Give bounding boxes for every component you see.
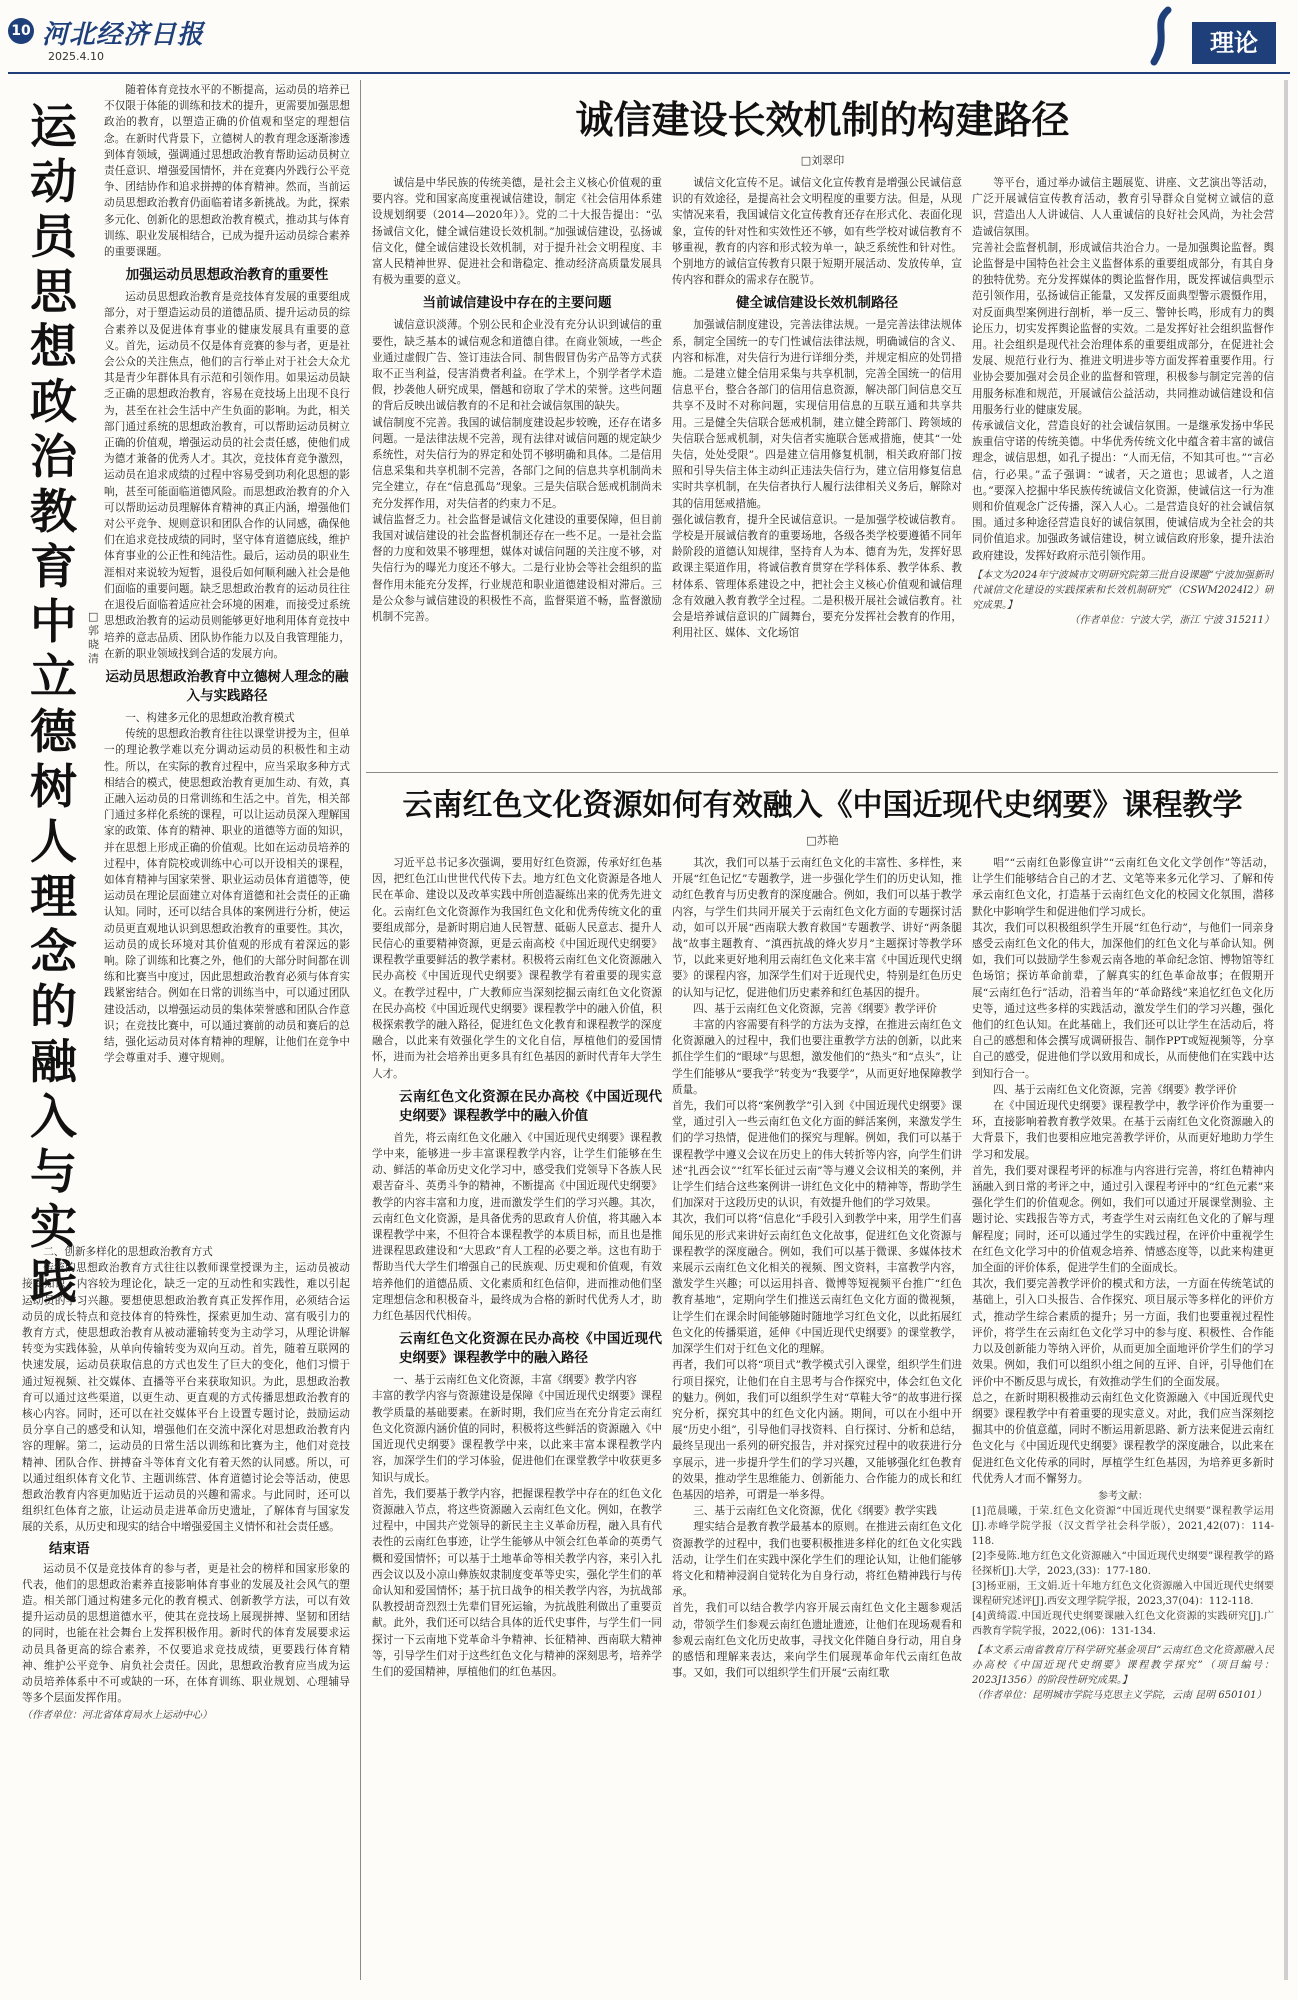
- right-crop-bar: [1284, 80, 1288, 1980]
- article3-body-2a: 其次，我们可以基于云南红色文化的丰富性、多样性，来开展“红色记忆”专题教学，进一步强化学生们的历史认知，推动红色教育与历史教育的深度融合。例如，我们可以基于教学内容，与学生们共同开展关于云南红色文化方面的专题探讨活动，如可以开展“西南联大教育救国”专题教学、讲好“两条腿战”故事主题教育、“滇西抗战的烽火岁月”主题探讨等教学环节，以此来更好地利用云南红色文化来丰富《中国近现代史纲要》的课程内容，加深学生们对于近现代史，特别是红色历史的认知与记忆，促进他们历史素养和红色基因的提升。: [672, 857, 962, 999]
- article3-body-1b: 首先，将云南红色文化融入《中国近现代史纲要》课程教学中来，能够进一步丰富课程教学内容，让学生们能够在生动、鲜活的革命历史文化学习中，感受我们党领导下各族人民艰苦奋斗、英勇斗争的精神，不断提高《中国近现代史纲要》教学的内容丰富和力度，进而激发学生们的学习兴趣。其次，云南红色文化资源，是具备优秀的思政育人价值，将其融入本课程教学中来，不但符合本课程教学的本质目标，而且也是推进课程思政建设和“大思政”育人工程的必要之举。这也有助于帮助当代大学生们增强自己的民族观、历史观和价值观，有效培养他们的道德品质、文化素质和红色信仰，进而推动他们坚定理想信念和积极奋斗，最终成为合格的新时代优秀人才，助力红色基因代代相传。: [372, 1131, 662, 1323]
- article3-body-2c: 理实结合是教育教学最基本的原则。在推进云南红色文化资源教学的过程中，我们也要积极推进多样化的红色文化实践活动，让学生们在实践中深化学生们的理论认知，让他们能够将文化和精神浸润自觉转化为自身行动，将红色精神践行与传承。 首先，我们可以结合教学内容开展云南红色文化主题参观活动，带领学生们参观云南红色遗址遗迹，让他们在现场观看和参观云南红色文化历史故事，寻找文化伴随自身行动，用自身的感悟和理解来表达，来向学生们展现革命年代云南红色故事。又如，我们可以组织学生们开展“云南红歌: [672, 1521, 962, 1680]
- article1-intro: 随着体育竞技水平的不断提高，运动员的培养已不仅限于体能的训练和技术的提升，更需要加强思想政治的教育，以塑造正确的价值观和坚定的理想信念。在新时代背景下，立德树人的教育理念逐渐渗透到体育领域，强调通过思想政治教育帮助运动员树立责任意识、增强爱国情怀，并在竞赛内外践行公平竞争、团结协作和追求拼搏的体育精神。然而，当前运动员思想政治教育仍面临着诸多新挑战。为此，探索多元化、创新化的思想政治教育模式，推动其与体育训练、职业发展相结合，已成为提升运动员综合素养的重要课题。: [104, 84, 350, 259]
- article3-reference-3: [3]杨亚丽，王文娟.近十年地方红色文化资源融入中国近现代史纲要课程研究述评[J].西安文理学院学报，2023,37(04)：112-118.: [972, 1580, 1274, 1607]
- article3-body-3b: 在《中国近现代史纲要》课程教学中，教学评价作为重要一环，直接影响着教育教学效果。在基于云南红色文化资源融入的大背景下，我们也要相应地完善教学评价，从而更好地助力学生学习和发展。 首先，我们要对课程考评的标准与内容进行完善，将红色精神内涵融入到日常的考评之中，通过引入课程考评中的“红色元素”来强化学生们的价值观念。例如，我们可以通过开展课堂测验、主题讨论、实践报告等方式，考查学生对云南红色文化的了解与理解程度；同时，还可以通过学生的实践过程，在评价中重视学生在红色文化学习中的价值观念培养、情感态度等，以此来构建更加全面的评价体系，促进学生们的全面成长。 其次，我们要完善教学评价的模式和方法，一方面在传统笔试的基础上，引入口头报告、合作探究、项目展示等多样化的评价方式，推动学生综合素质的提升；另一方面，我们也要重视过程性评价，将学生在云南红色文化学习中的参与度、积极性、合作能力以及创新能力等纳入评价，从而更加全面地评价学生们的学习效果。例如，我们可以组织小组之间的互评、自评，引导他们在评价中不断反思与成长，有效推动学生们的全面发展。 总之，在新时期积极推动云南红色文化资源融入《中国近现代史纲要》课程教学中有着重要的现实意义。对此，我们应当深刻挖掘其中的价值意蕴，同时不断运用新思路、新方法来促进云南红色文化与《中国近现代史纲要》课程教学的深度融合，以此来在促进红色文化传承的同时，厚植学生红色基因，为培养更多新时代优秀人才而不懈努力。: [972, 1100, 1274, 1485]
- article3-reference-4: [4]黄绮霞.中国近现代史纲要课融入红色文化资源的实践研究[J].广西教育学院学报，2022,(06)：131-134.: [972, 1610, 1274, 1637]
- article3-reference-2: [2]李曼陈.地方红色文化资源融入“中国近现代史纲要”课程教学的路径探析[J].大学，2023,(33)：177-180.: [972, 1550, 1274, 1577]
- article3-body-1a: 习近平总书记多次强调，要用好红色资源，传承好红色基因，把红色江山世世代代传下去。地方红色文化资源是各地人民在革命、建设以及改革实践中所创造凝练出来的优秀先进文化。云南红色文化资源作为我国红色文化和优秀传统文化的重要组成部分，是新时期启迪人民智慧、砥砺人民意志、提升人民信心的重要精神资源，更是云南高校《中国近现代史纲要》课程教学重要鲜活的教学素材。积极将云南红色文化资源融入民办高校《中国近现代史纲要》课程教学有着重要的现实意义。在教学过程中，广大教师应当深刻挖掘云南红色文化资源在民办高校《中国近现代史纲要》课程教学中的融入价值，积极探索教学的融入路径，促进红色文化教育和课程教学的深度融合，以此来有效强化学生的文化自信，厚植他们的爱国情怀，进而为社会培养出更多具有红色基因的新时代青年大学生人才。: [372, 857, 662, 1080]
- article2-byline: □刘翠印: [800, 154, 845, 167]
- article1-affiliation: （作者单位：河北省体育局水上运动中心）: [22, 1710, 212, 1722]
- article3-subheading-2: 三、基于云南红色文化资源，优化《纲要》教学实践: [693, 1505, 937, 1518]
- masthead-rule: [8, 72, 1290, 74]
- article2-col3: [972, 175, 1274, 765]
- section-tab: 理论: [1192, 22, 1276, 64]
- article3-fund-note: 【本文系云南省教育厅科学研究基金项目“云南红色文化资源融入民办高校《中国近现代史纲要》课程教学探究”（项目编号：2023J1356）的阶段性研究成果。】: [972, 1644, 1274, 1686]
- article1-top-text: [104, 82, 350, 1066]
- article3-reference-1: [1]范晨曦，于荣.红色文化资源“中国近现代史纲要”课程教学运用[J].赤峰学院学报（汉文哲学社会科学版），2021,42(07)：114-118.: [972, 1505, 1274, 1547]
- brush-stroke-decoration: [1140, 6, 1180, 66]
- article1-body-1: 运动员思想政治教育是竞技体育发展的重要组成部分，对于塑造运动员的道德品质、提升运动员的综合素养以及促进体育事业的健康发展具有重要的意义。首先，运动员不仅是体育竞赛的参与者，更是社会公众的关注焦点，他们的言行举止对于社会大众尤其是青少年群体具有示范和引领作用。如果运动员缺乏正确的思想政治教育，容易在竞技场上出现不良行为，甚至在社会生活中产生负面的影响。为此，相关部门通过系统的思想政治教育，可以帮助运动员树立正确的价值观，增强运动员的社会责任感，使他们成为德才兼备的优秀人才。其次，竞技体育竞争激烈，运动员在追求成绩的过程中容易受到功利化思想的影响，甚至可能面临道德风险。而思想政治教育的介入可以帮助运动员理解体育精神的真正内涵，增强他们对公平竞争、规则意识和团队合作的认同感，确保他们在追求竞技成绩的同时，坚守体育道德底线，维护体育事业的公正性和纯洁性。最后，运动员的职业生涯相对来说较为短暂，退役后如何顺利融入社会是他们面临的重要问题。缺乏思想政治教育的运动员往往在退役后面临着适应社会环境的困难，而接受过系统思想政治教育的运动员则能够更好地利用体育竞技中培养的意志品质、团队协作能力以及自我管理能力，在新的职业领域找到合适的发展方向。: [104, 291, 350, 660]
- article2-body-3: 等平台，通过举办诚信主题展览、讲座、文艺演出等活动，广泛开展诚信宣传教育活动，教育引导群众自觉树立诚信的意识，营造出人人讲诚信、人人重诚信的良好社会风尚，为社会营造诚信氛围。 完善社会监督机制，形成诚信共治合力。一是加强舆论监督。舆论监督是中国特色社会主义监督体系的重要组成部分，有其自身的独特优势。充分发挥媒体的舆论监督作用，既发挥诚信典型示范引领作用，弘扬诚信正能量，又发挥反面典型警示震慑作用，对反面典型案例进行剖析，举一反三、警钟长鸣，形成有力的舆论压力，切实发挥舆论监督的实效。二是发挥好社会组织监督作用。社会组织是现代社会治理体系的重要组成部分，在促进社会发展、规范行业行为、推进文明进步等方面发挥着重要作用。行业协会要加强对会员企业的监督和管理，积极参与制定完善的信用服务标准和规范，开展诚信公益活动，共同推动诚信建设和信用服务行业的健康发展。 传承诚信文化，营造良好的社会诚信氛围。一是继承发扬中华民族重信守诺的传统美德。中华优秀传统文化中蕴含着丰富的诚信理念，诚信思想，如孔子提出：“人而无信，不知其可也。”“言必信，行必果。”孟子强调：“诚者，天之道也；思诚者，人之道也。”要深入挖掘中华民族传统诚信文化资源，使诚信这一行为准则和价值观念广泛传播，深入人心。二是营造良好的社会诚信氛围。通过多种途径营造良好的诚信氛围，使诚信成为全社会的共同价值追求。加强政务诚信建设，树立诚信政府形象，提升法治政府建设，发挥好政府示范引领作用。: [972, 177, 1274, 562]
- article3-subheading-3: 四、基于云南红色文化资源，完善《纲要》教学评价: [993, 1083, 1237, 1096]
- article1-byline: □郭晓清: [88, 610, 99, 665]
- article3-body-1c: 一、基于云南红色文化资源，丰富《纲要》教学内容 丰富的教学内容与资源建设是保障《中国近现代史纲要》课程教学质量的基础要素。在新时期，我们应当在充分肯定云南红色文化资源内涵价值的同时，积极将这些鲜活的资源融入《中国近现代史纲要》课程教学中来，以此来丰富本课程教学内容，加深学生们的学习体验，促进他们在课堂教学中收获更多知识与成长。 首先，我们要基于教学内容，把握课程教学中存在的红色文化资源融入节点，将这些资源融入云南红色文化。例如，在教学过程中，中国共产党领导的新民主主义革命历程，融入具有代表性的云南红色事迹，让学生能够从中领会红色革命的英勇气概和爱国情怀；可以基于土地革命等相关教学内容，来引入扎西会议以及小凉山彝族奴隶制度变革等史实，强化学生们的革命认知和爱国情怀；基于抗日战争的相关教学内容，为抗战部队教授胡奇烈烈士先辈们冒死运输，为抗战胜利做出了重要贡献。此外，我们还可以结合具体的近代史事件，与学生们一同探讨一下云南地下党革命斗争精神、长征精神、西南联大精神等，引导学生们对于这些红色文化与精神的深刻思考，培养学生们的爱国精神，厚植他们的红色基因。: [372, 1374, 662, 1678]
- article1-heading-3: 结束语: [49, 1540, 90, 1557]
- article3-heading-2: 云南红色文化资源在民办高校《中国近现代史纲要》课程教学中的融入路径: [399, 1331, 662, 1367]
- article2-affiliation: （作者单位：宁波大学，浙江 宁波 315211）: [1069, 614, 1274, 626]
- article2-body-2b: 加强诚信制度建设，完善法律法规。一是完善法律法规体系，制定全国统一的专门性诚信法律法规，明确诚信的含义、内容和标准，对失信行为进行详细分类，并规定相应的处罚措施。二是建立健全信用采集与共享机制，完善全国统一的信用信息平台，整合各部门的信用信息资源，解决部门间信息交互共享不及时不对称问题，实现信用信息的互联互通和共享共用。三是健全失信联合惩戒机制，建立健全跨部门、跨领域的失信联合惩戒机制，对失信者实施联合惩戒措施，使其“一处失信，处处受限”。四是建立信用修复机制，相关政府部门按照和引导失信主体主动纠正违法失信行为，建立信用修复信息实时共享机制，在失信者执行人履行法律相关义务后，解除对其的信用惩戒措施。 强化诚信教育，提升全民诚信意识。一是加强学校诚信教育。学校是开展诚信教育的重要场地，各级各类学校要遵循不同年龄阶段的道德认知规律，坚持育人为本、德育为先，发挥好思政课主渠道作用，将诚信教育贯穿在学科体系、教学体系、教材体系、管理体系建设之中，把社会主义核心价值观和诚信理念有效融入教育教学全过程。二是积极开展社会诚信教育。社会是培养诚信意识的广阔舞台，要充分发挥社会教育的作用，利用社区、媒体、文化场馆: [672, 319, 962, 640]
- article2-col2: [672, 175, 962, 765]
- article3-heading-1: 云南红色文化资源在民办高校《中国近现代史纲要》课程教学中的融入价值: [399, 1088, 662, 1124]
- horizontal-divider: [366, 772, 1278, 773]
- article1-heading-2: 运动员思想政治教育中立德树人理念的融入与实践路径: [105, 668, 349, 704]
- article3-references-title: 参考文献：: [1098, 1490, 1148, 1502]
- article2-intro: 诚信是中华民族的传统美德，是社会主义核心价值观的重要内容。党和国家高度重视诚信建设，制定《社会信用体系建设规划纲要（2014—2020年）》。党的二十大报告提出：“弘扬诚信文化，健全诚信建设长效机制。”加强诚信建设，弘扬诚信文化，健全诚信建设长效机制，对于提升社会文明程度、丰富人民精神世界、促进社会和谐稳定、推动经济高质量发展具有极为重要的意义。: [372, 177, 662, 287]
- article3-affiliation: （作者单位：昆明城市学院马克思主义学院，云南 昆明 650101）: [972, 1689, 1267, 1701]
- vertical-divider: [360, 80, 361, 1980]
- article1-title: 运动员思想政治教育中立德树人理念的融入与实践: [30, 100, 77, 1310]
- article1-body-3: 传统的思想政治教育方式往往以教师课堂授课为主，运动员被动接受知识，内容较为理论化，缺乏一定的互动性和实践性，难以引起运动员的学习兴趣。要想使思想政治教育真正发挥作用，必须结合运动员的成长特点和竞技体育的特殊性，探索更加生动、富有吸引力的教育方式，使思想政治教育从被动灌输转变为主动学习，从理论讲解转变为实践体验，从单向传输转变为双向互动。首先，随着互联网的快速发展，运动员获取信息的方式也发生了巨大的变化，他们习惯于通过短视频、社交媒体、直播等平台来获取知识。为此，思想政治教育可以通过这些渠道，以更生动、更直观的方式传播思想政治教育的核心内容。同时，还可以在社交媒体平台上设置专题讨论，鼓励运动员分享自己的感受和认知，增强他们在交流中深化对思想政治教育内容的理解。第二，运动员的日常生活以训练和比赛为主，他们对竞技精神、团队合作、拼搏奋斗等体育文化有着天然的认同感。所以，可以通过组织体育文化节、主题训练营、体育道德讨论会等活动，使思想政治教育内容更加贴近于运动员的兴趣和需求。与此同时，还可以组织红色体育之旅，让运动员走进革命历史遗址，了解体育与国家发展的关系，从历史和现实的结合中增强爱国主义情怀和社会责任感。: [22, 1262, 350, 1534]
- article2-col1: [372, 175, 662, 765]
- article3-byline: □苏艳: [806, 834, 839, 847]
- issue-date: 2025.4.10: [48, 50, 104, 63]
- article3-body-3a: 唱”“云南红色影像宣讲”“云南红色文化文学创作”等活动，让学生们能够结合自己的才艺、文笔等来多元化学习、了解和传承云南红色文化，打造基于云南红色文化的校园文化氛围，潜移默化中影响学生和促进他们学习成长。 其次，我们可以积极组织学生开展“红色行动”，与他们一同亲身感受云南红色文化的伟大，加深他们的红色文化与革命认知。例如，我们可以鼓励学生参观云南各地的革命纪念馆、博物馆等红色场馆；探访革命前辈，了解真实的红色革命故事；在假期开展“云南红色行”活动，沿着当年的“革命路线”来追忆红色文化历史等，通过这些多样的实践活动，激发学生们的学习兴趣，强化他们的红色认知。在此基础上，我们还可以让学生在活动后，将自己的感想和体会撰写成调研报告、制作PPT或短视频等，分享自己的感受，促进他们学以致用和成长，从而使他们在实践中达到知行合一。: [972, 857, 1274, 1080]
- article3-subheading-1: 四、基于云南红色文化资源，完善《纲要》教学评价: [693, 1002, 937, 1015]
- article2-fund-note: 【本文为2024年宁波城市文明研究院第三批自设课题“宁波加强新时代诚信文化建设的实践探索和长效机制研究”（CSWM2024I2）研究成果。】: [972, 569, 1274, 611]
- page-number-badge: 10: [8, 18, 34, 44]
- article2-heading-2: 健全诚信建设长效机制路径: [736, 295, 898, 312]
- article1-body-4: 运动员不仅是竞技体育的参与者，更是社会的榜样和国家形象的代表，他们的思想政治素养直接影响体育事业的发展及社会风气的塑造。相关部门通过构建多元化的教育模式、创新教学方法，可以有效提升运动员的思想道德水平，使其在竞技场上展现拼搏、坚韧和团结的同时，也能在社会舞台上发挥积极作用。新时代的体育发展要求运动员具备更高的综合素养，不仅要追求竞技成绩，更要践行体育精神、维护公平竞争、肩负社会责任。因此，思想政治教育应当成为运动员培养体系中不可或缺的一环，在体育训练、职业规划、心理辅导等多个层面发挥作用。: [22, 1562, 350, 1705]
- article3-body-2b: 丰富的内容需要有科学的方法为支撑，在推进云南红色文化资源融入的过程中，我们也要注重教学方法的创新，以此来抓住学生们的“眼球”与思想，激发他们的“热头”和“点头”，让学生们能够从“要我学”转变为“我要学”，从而更好地保障教学质量。 首先，我们可以将“案例教学”引入到《中国近现代史纲要》课堂，通过引入一些云南红色文化方面的鲜活案例，来激发学生们的学习热情，促进他们的探究与理解。例如，我们可以基于课程教学中遵义会议在历史上的伟大转折等内容，向学生们讲述“扎西会议”“红军长征过云南”等与遵义会议相关的案例，并让学生们结合这些案例讲一讲红色文化中的精神等，帮助学生们加深对于这段历史的认识，有效提升他们的学习效果。 其次，我们可以将“信息化”手段引入到教学中来，用学生们喜闻乐见的形式来讲好云南红色文化故事，促进红色文化资源与课程教学的深度融合。例如，我们可以基于微课、多媒体技术来展示云南红色文化相关的视频、图文资料，丰富教学内容，激发学生兴趣；可以运用抖音、微博等短视频平台推广“红色教育基地”，定期向学生们推送云南红色文化方面的微视频，让学生们在课余时间能够随时随地学习红色文化，以此拓展红色文化的传播渠道，延伸《中国近现代史纲要》的课堂教学，加深学生们对于红色文化的理解。 再者，我们可以将“项目式”教学模式引入课堂，组织学生们进行项目探究，让他们在自主思考与合作探究中，体会红色文化的魅力。例如，我们可以组织学生对“草鞋大爷”的故事进行探究分析，探究其中的红色文化内涵。期间，可以在小组中开展“历史小组”，引导他们寻找资料、自行探讨、分析和总结，最终呈现出一系列的研究报告，并对探究过程中的收获进行分享展示，进一步提升学生们的学习兴趣，又能够强化红色教育的效果，推动学生思维能力、创新能力、合作能力的成长和红色基因的培养，可谓是一举多得。: [672, 1019, 962, 1501]
- article2-title: 诚信建设长效机制的构建路径: [575, 98, 1070, 142]
- article3-col3: [972, 855, 1274, 1980]
- article1-subheading-2: 二、创新多样化的思想政治教育方式: [43, 1246, 213, 1258]
- article1-heading-1: 加强运动员思想政治教育的重要性: [125, 267, 329, 284]
- article2-heading-1: 当前诚信建设中存在的主要问题: [422, 295, 612, 312]
- article1-bottom-text: [22, 1244, 350, 1723]
- paper-name: 河北经济日报: [42, 20, 205, 50]
- article1-body-2: 传统的思想政治教育往往以课堂讲授为主，但单一的理论教学难以充分调动运动员的积极性和主动性。所以，在实际的教育过程中，应当采取多种方式相结合的模式，使思想政治教育更加生动、有效，真正融入运动员的日常训练和生活之中。首先，相关部门通过多样化系统的课程，可以让运动员深入理解国家的政策、体育的精神、职业的道德等方面的知识，并在思想上形成正确的价值观。比如在运动员培养的过程中，体育院校或训练中心可以开设相关的课程，如体育精神与国家荣誉、职业运动员体育道德等，使运动员在理论层面建立对体育道德和社会责任的正确认知。同时，还可以结合具体的案例进行分析，使运动员更直观地认识到思想政治教育的重要性。其次，运动员的成长环境对其价值观的形成有着深远的影响。除了训练和比赛之外，他们的大部分时间都在训练和比赛当中度过，因此思想政治教育必须与体育实践紧密结合。例如在日常的训练当中，可以通过团队建设活动，以增强运动员的集体荣誉感和团队合作意识；在竞技比赛中，可以通过赛前的动员和赛后的总结，强化运动员对体育精神的理解，让他们在竞争中学会尊重对手、遵守规则。: [104, 728, 350, 1065]
- article3-title: 云南红色文化资源如何有效融入《中国近现代史纲要》课程教学: [402, 788, 1243, 823]
- article3-col1: [372, 855, 662, 1980]
- article2-body-1: 诚信意识淡薄。个别公民和企业没有充分认识到诚信的重要性，缺乏基本的诚信观念和道德自律。在商业领域，一些企业通过虚假广告、签订违法合同、制售假冒伪劣产品等方式获取不正当利益，侵害消费者利益。在学术上，个别学者学术造假，抄袭他人研究成果，僭越和窃取了学术的荣誉。这些问题的背后反映出诚信教育的不足和社会诚信氛围的缺失。 诚信制度不完善。我国的诚信制度建设起步较晚，还存在诸多问题。一是法律法规不完善，现有法律对诚信问题的规定缺少系统性，对失信行为的界定和处罚不够明确和具体。二是信用信息采集和共享机制不完善，各部门之间的信息共享机制尚未完全建立，存在“信息孤岛”现象。三是失信联合惩戒机制尚未充分发挥作用，对失信者的约束力不足。 诚信监督乏力。社会监督是诚信文化建设的重要保障，但目前我国对诚信建设的社会监督机制还存在一些不足。一是社会监督的力度和效果不够理想，媒体对诚信问题的关注度不够，对失信行为的曝光力度还不够大。二是行业协会等社会组织的监督作用未能充分发挥，行业规范和职业道德建设相对滞后。三是公众参与诚信建设的积极性不高，监督渠道不畅，监督激励机制不完善。: [372, 319, 662, 624]
- article2-body-2a: 诚信文化宣传不足。诚信文化宣传教育是增强公民诚信意识的有效途径，是提高社会文明程度的重要方法。但是，从现实情况来看，我国诚信文化宣传教育还存在形式化、表面化现象，宣传的针对性和实效性还不够，如有些学校对诚信教育不够重视，教育的内容和形式较为单一，缺乏系统性和针对性。个别地方的诚信宣传教育只限于短期开展活动、发放传单，宣传内容和群众的需求存在脱节。: [672, 177, 962, 287]
- article1-subheading-1: 一、构建多元化的思想政治教育模式: [125, 711, 295, 724]
- article3-col2: [672, 855, 962, 1980]
